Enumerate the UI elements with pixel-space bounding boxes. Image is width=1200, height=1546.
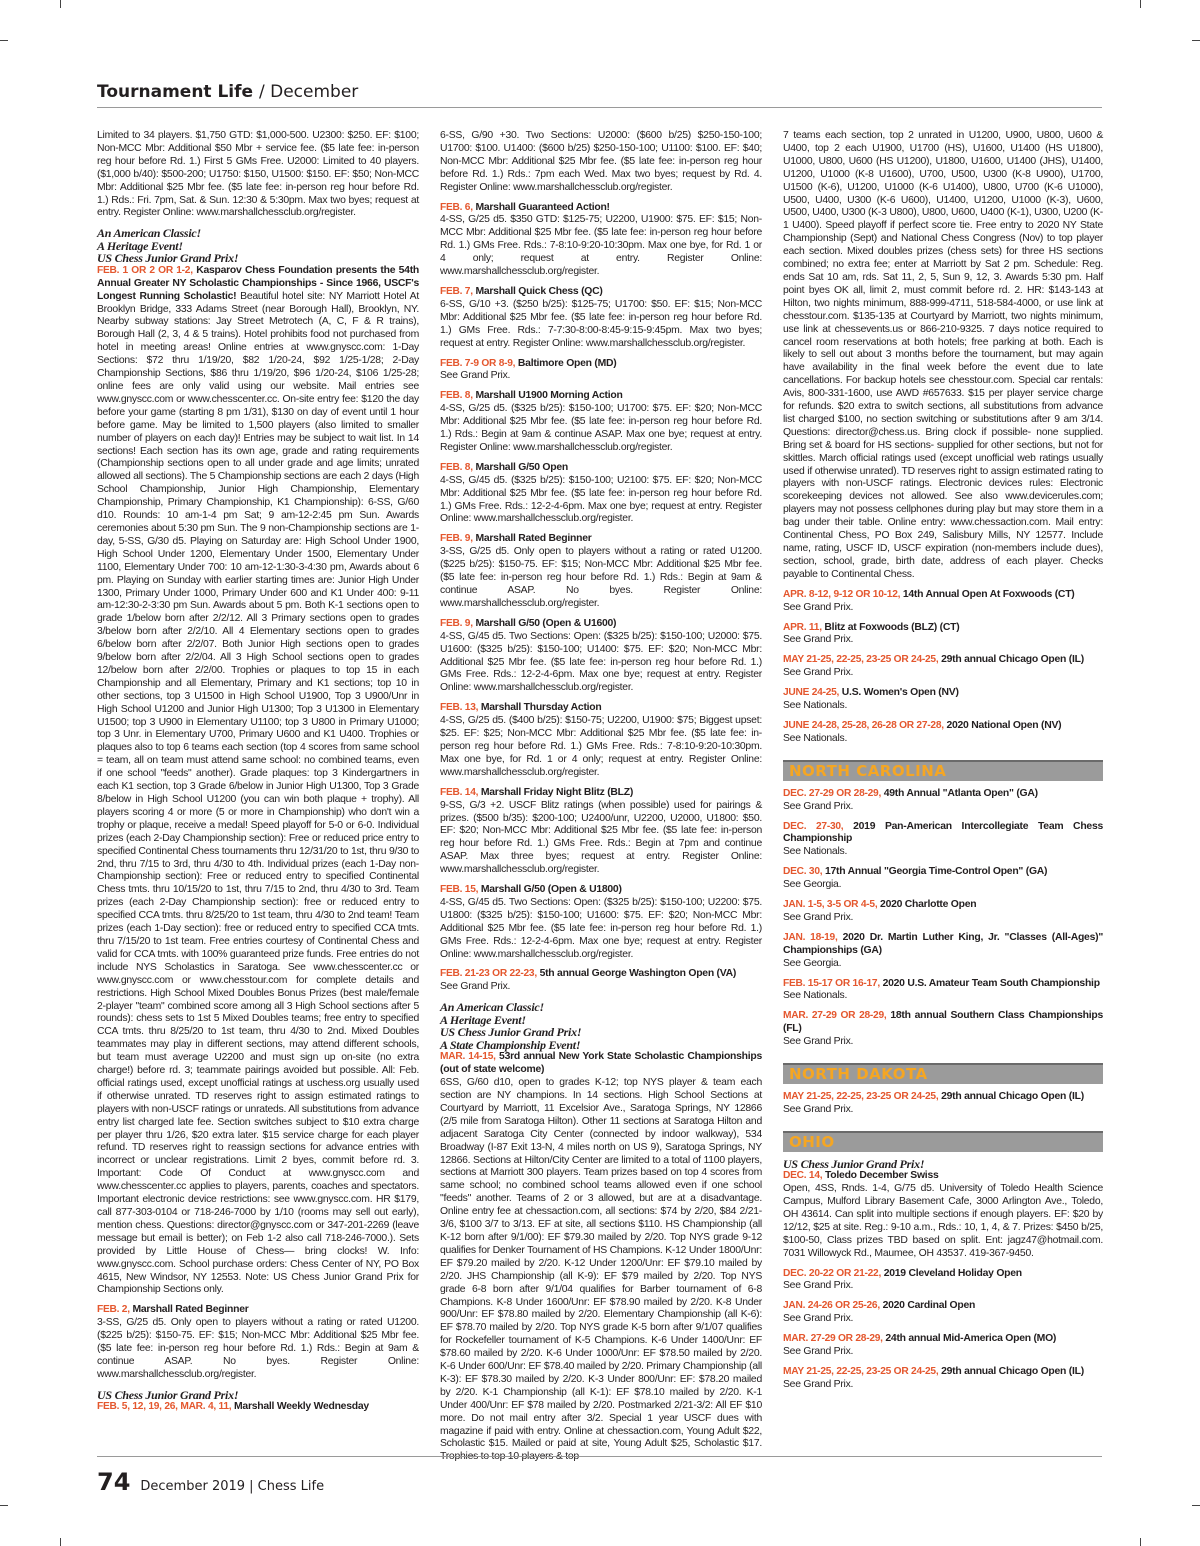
crop-mark: [1192, 1505, 1200, 1506]
tournament-entry: [783, 589, 1103, 615]
crop-mark: [60, 1538, 61, 1546]
tournament-entry: [97, 1401, 419, 1414]
entry-body: See Grand Prix.: [783, 1378, 854, 1390]
entry-date: MAR. 27-29 OR 28-29,: [783, 1333, 883, 1345]
entry-date: JAN. 18-19,: [783, 931, 838, 943]
entry-title: 2020 U.S. Amateur Team South Championship: [882, 977, 1100, 989]
event-designation: US Chess Junior Grand Prix!: [783, 1156, 925, 1171]
entry-title: 17th Annual "Georgia Time-Control Open" (GA): [824, 866, 1048, 878]
tournament-entry: [783, 821, 1103, 860]
column-2: [440, 130, 762, 1464]
entry-body: See Grand Prix.: [440, 370, 511, 382]
entry-body: Open, 4SS, Rnds. 1-4, G/75 d5. University of Toledo Health Science Campus, Mulford Library Basement Cafe, 3000 Arlington Ave., Toledo, OH 43614. Can split into multiple sections if enough players. EF: $20 by 12/12, $25 at site. Reg.: 9-10 a.m., Rds.: 10, 1, 4, & 7. Prizes: $450 b/25, $100-50, Class prizes TBD based on split. Ent: jagz47@hotmail.com. 7031 Willowyck Rd., Maumee, OH 43537. 419-367-9450.: [783, 1183, 1103, 1259]
tournament-entry: [440, 358, 762, 384]
tournament-entry: [440, 390, 762, 455]
entry-title: 29th annual Chicago Open (IL): [941, 1091, 1084, 1102]
crop-mark: [0, 1505, 8, 1506]
entry-body: Limited to 34 players. $1,750 GTD: $1,000-500. U2300: $250. EF: $100; Non-MCC Mbr: Additional $50 Mbr + service fee. ($5 late fee: in-person reg hour before Rd. 1.) First 5 GMs Free. U2000: Limited to 40 players. ($1,000 b/40): $500-200; U1750: $150, U1500: $150. EF: $50; Non-MCC Mbr: Additional $25 Mbr fee. ($5 late fee: in-person reg hour before Rd. 1.) Rds.: Fri. 7pm, Sat. & Sun. 12:30 & 5:30pm. Max two byes; request at entry. Register Online: www.marshallchessclub.org/register.: [97, 130, 419, 219]
tournament-entry: [783, 978, 1103, 1004]
entry-title: U.S. Women's Open (NV): [841, 687, 959, 699]
entry-title: 2019 Cleveland Holiday Open: [883, 1267, 1022, 1279]
entry-date: MAR. 27-29 OR 28-29,: [783, 1010, 887, 1022]
entry-body: 4-SS, G/25 d5. ($325 b/25): $150-100; U1700: $75. EF: $20; Non-MCC Mbr: Additional $25 Mbr fee. ($5 late fee: in-person reg hour before Rd. 1.) Rds.: Begin at 9am & continue ASAP. Max one bye; request at entry. Register Online: www.marshallchessclub.org/register.: [440, 403, 762, 453]
footer-issue: December 2019 | Chess Life: [140, 1479, 325, 1494]
entry-date: FEB. 7-9 OR 8-9,: [440, 357, 516, 369]
entry-date: DEC. 20-22 OR 21-22,: [783, 1267, 882, 1279]
entry-date: JUNE 24-28, 25-28, 26-28 OR 27-28,: [783, 719, 944, 731]
entry-body: See Nationals.: [783, 846, 848, 858]
entry-title: Kasparov Chess Foundation presents the 54th Annual Greater NY Scholastic Championships - Since 1966, USCF's Longest Running Scholastic!: [97, 264, 419, 302]
tournament-entry: [440, 787, 762, 877]
designation: An American Classic!: [97, 226, 201, 241]
designation: A Heritage Event!: [440, 1012, 526, 1027]
tournament-entry: [783, 1268, 1103, 1294]
tournament-entry: [783, 1366, 1103, 1392]
entry-date: FEB. 2,: [97, 1304, 130, 1316]
entry-body: 6-SS, G/10 +3. ($250 b/25): $125-75; U1700: $50. EF: $15; Non-MCC Mbr: Additional $25 Mbr fee. ($5 late fee: in-person reg hour before Rd. 1.) GMs Free. Rds.: 7-7:30-8:00-8:45-9:15-9:45pm. Max two byes; request at entry. Register Online: www.marshallchessclub.org/register.: [440, 298, 762, 349]
tournament-entry: [783, 932, 1103, 971]
entry-title: Marshall Rated Beginner: [475, 533, 592, 545]
entry-title: 49th Annual "Atlanta Open" (GA): [883, 787, 1038, 799]
entry-body: 6-SS, G/90 +30. Two Sections: U2000: ($600 b/25) $250-150-100; U1700: $100. U1400: ($600 b/25) $250-150-100; U1100: $100. EF: $40; Non-MCC Mbr: Additional $25 Mbr fee. ($5 late fee: in-person reg hour before Rd. 1.) Rds.: 7pm each Wed. Max two byes; request by Rd. 4. Register Online: www.marshallchessclub.org/register.: [440, 130, 762, 193]
tournament-entry: [783, 687, 1103, 713]
entry-title: Marshall G/50 (Open & U1800): [480, 884, 622, 896]
crop-mark: [1140, 0, 1141, 8]
entry-body: See Nationals.: [783, 700, 848, 712]
event-designation: US Chess Junior Grand Prix!: [97, 1387, 239, 1402]
entry-title: 2020 National Open (NV): [946, 719, 1062, 731]
entry-body: See Grand Prix.: [440, 981, 511, 993]
entry-body: See Grand Prix.: [783, 800, 854, 812]
column-3: [783, 130, 1103, 1392]
entry-date: FEB. 15,: [440, 884, 479, 896]
entry-date: APR. 8-12, 9-12 OR 10-12,: [783, 588, 901, 600]
entry-title: 24th annual Mid-America Open (MO): [885, 1333, 1057, 1345]
tournament-entry: [783, 622, 1103, 648]
entry-body: See Grand Prix.: [783, 667, 854, 679]
entry-date: FEB. 9,: [440, 617, 473, 629]
designation: An American Classic!: [440, 1000, 544, 1015]
entry-title: 53rd annual New York State Scholastic Championships (out of state welcome): [440, 1051, 763, 1076]
entry-date: FEB. 21-23 OR 22-23,: [440, 968, 537, 980]
entry-date: FEB. 7,: [440, 285, 473, 297]
designation: A Heritage Event!: [97, 238, 183, 253]
column-1: [97, 130, 419, 1414]
entry-date: JAN. 1-5, 3-5 OR 4-5,: [783, 899, 878, 911]
entry-date: JAN. 24-26 OR 25-26,: [783, 1300, 880, 1312]
entry-body: 9-SS, G/3 +2. USCF Blitz ratings (when possible) used for pairings & prizes. ($500 b/35): $200-100; U2400/unr, U2200, U2000, U1800: $50. EF: $20; Non-MCC Mbr: Additional $25 Mbr fee. ($5 late fee: in-person reg hour before Rd. 1.) GMs Free. Rds.: Begin at 7pm and continue ASAP. Max three byes; request at entry. Register Online: www.marshallchessclub.org/register.: [440, 799, 762, 876]
event-designations: [440, 1001, 762, 1051]
entry-date: FEB. 5, 12, 19, 26, MAR. 4, 11,: [97, 1401, 232, 1413]
tournament-entry: [783, 866, 1103, 892]
entry-body: See Grand Prix.: [783, 1036, 854, 1048]
entry-title: Marshall G/50 (Open & U1600): [475, 617, 617, 629]
entry-body: See Nationals.: [783, 990, 848, 1002]
entry-body: 3-SS, G/25 d5. Only open to players without a rating or rated U1200. ($225 b/25): $150-75. EF: $15; Non-MCC Mbr: Additional $25 Mbr fee. ($5 late fee: in-person reg hour before Rd. 1.) Rds.: Begin at 9am & continue ASAP. No byes. Register Online: www.marshallchessclub.org/register.: [97, 1317, 419, 1380]
state-heading-north-dakota: NORTH DAKOTA: [783, 1063, 1103, 1084]
entry-title: Toledo December Swiss: [824, 1170, 939, 1182]
entry-title: 2020 Cardinal Open: [882, 1300, 976, 1312]
entry-title: Marshall G/50 Open: [475, 461, 568, 473]
tournament-entry: [783, 1333, 1103, 1359]
entry-date: JUNE 24-25,: [783, 687, 840, 699]
entry-title: Marshall Friday Night Blitz (BLZ): [480, 786, 634, 798]
tournament-entry: [97, 1304, 419, 1381]
entry-date: MAY 21-25, 22-25, 23-25 OR 24-25,: [783, 654, 939, 666]
crop-mark: [1140, 1538, 1141, 1546]
entry-title: 14th Annual Open At Foxwoods (CT): [902, 588, 1075, 600]
entry-list: [783, 1091, 1103, 1117]
entry-list: [783, 1268, 1103, 1392]
crop-mark: [1192, 40, 1200, 41]
entry-body: 4-SS, G/45 d5. Two Sections: Open: ($325 b/25): $150-100; U2200: $75. U1800: ($325 b/25): $150-100; U1600: $75. EF: $20; Non-MCC Mbr: Additional $25 Mbr fee. ($5 late fee: in-person reg hour before Rd. 1.) GMs Free. Rds.: 12-2-4-6pm. Max one bye; request at entry. Register Online: www.marshallchessclub.org/register.: [440, 896, 762, 960]
tournament-entry: [97, 265, 419, 1298]
tournament-entry: [440, 202, 762, 279]
entry-title: 29th annual Chicago Open (IL): [941, 654, 1084, 666]
tournament-entry: [440, 462, 762, 527]
entry-title: 18th annual Southern Class Championships (FL): [783, 1010, 1104, 1035]
header-divider: [97, 107, 1102, 108]
tournament-entry: [783, 654, 1103, 680]
entry-body: See Nationals.: [783, 732, 848, 744]
entry-title: Marshall Weekly Wednesday: [234, 1401, 369, 1413]
state-heading-north-carolina: NORTH CAROLINA: [783, 760, 1103, 781]
page-footer: [97, 1468, 324, 1496]
tournament-entry: [783, 1170, 1103, 1260]
entry-list: [783, 589, 1103, 746]
entry-body: 4-SS, G/45 d5. Two Sections: Open: ($325 b/25): $150-100; U2000: $75. U1600: ($325 b/25): $150-100; U1400: $75. EF: $20; Non-MCC Mbr: Additional $25 Mbr fee. ($5 late fee: in-person reg hour before Rd. 1.) GMs Free. Rds.: 12-2-4-6pm. Max one bye; request at entry. Register Online: www.marshallchessclub.org/register.: [440, 630, 762, 694]
entry-title: Marshall U1900 Morning Action: [475, 390, 623, 402]
entry-title: 2019 Pan-American Intercollegiate Team Chess Championship: [783, 820, 1103, 845]
entry-body: Beautiful hotel site: NY Marriott Hotel At Brooklyn Bridge, 333 Adams Street (near Borough Hall), Brooklyn, NY. Nearby subway stations: Jay Street Metrotech (A, C, F & R trains), Borough Hall (2, 3, 4 & 5 trains). Hotel prohibits food not purchased from hotel in meeting areas! Online entries at www.gnyscc.com: 1-Day Sections: $72 thru 1/19/20, $82 1/20-24, $92 1/25-1/28; 2-Day Championship Sections, $86 thru 1/19/20, $96 1/20-24, $106 1/25-28; online fees are only valid using our website. Mail entries see www.gnyscc.com or www.chesscenter.cc. On-site entry fee: $120 the day before your game (starting 8 pm 1/31), $130 on day of event until 1 hour before game. May be limited to 1,500 players (also limited to smaller number of players on each day)! Entries may be subject to wait list. In 14 sections! Each section has its own age, grade and rating requirements (Championship sections open to all under grade and age limits; unrated allowed all sections). The 5 Championship sections are each 2 days (High School Championship, Junior High Championship, Elementary Championship, Primary Championship, K1 Championship): 6-SS, G/60 d10. Rounds: 10 am-1-4 pm Sat; 9 am-12-2:45 pm Sun. Awards ceremonies about 5:30 pm Sun. The 9 non-Championship sections are 1-day, 5-SS, G/30 d5. Playing on Saturday are: High School Under 1900, High School Under 1200, Elementary Under 1500, Elementary Under 1100, Elementary Under 700: 10 am-12-1:30-3-4:30 pm, Awards about 6 pm. Playing on Sunday with earlier starting times are: Junior High Under 1300, Primary Under 1000, Primary Under 600 and K1 Under 400: 9-11 am-12:30-2-3:30 pm Sun. Awards about 5 pm. Both K-1 sections open to grade 1/below born after 2/2/12. All 3 Primary sections open to grades 3/below born after 2/2/10. All 4 Elementary sections open to grades 6/below born after 2/2/07. Both Junior High sections open to grades 9/below born after 2/2/04. All 3 High School sections open to grades 12/below born after 2/2/00. Trophies or plaques to top 15 in each Championship and all Elementary, Primary and K1 sections; top 10 in other sections, top 3 U1500 in High School U1900, Top 3 U900/Unr in High School U1200 and Junior High U1300; Top 3 U1300 in Elementary U1500; top 3 U900 in Elementary U1100; top 3 U800 in Primary U1000; top 3 Unr. in Elementary U700, Primary U600 and K1 U400. Trophies or plaques also to top 6 teams each section (top 4 scores from same school = team, all on team must attend same school: no combined teams, even if one school "feeds" another). Grade plaques: top 3 Kindergartners in each K1 section, top 3 Grade 6/below in Junior High U1300, Top 3 Grade 8/below in High School U1200 (you can win both plaque + trophy). All players scoring 4 or more (5 or more in Championship) who don't win a trophy or plaque, receive a medal! Speed playoff for 5-0 or 6-0. Individual prizes (each 2-Day Championship section): Free or reduced price entry to specified Continental Chess tournaments thru 12/31/20 to 1st, thru 9/30 to 2nd, thru 7/15 to 3rd, thru 4/30 to 4th. Individual prizes (each 1-Day non-Championship section): Free or reduced entry to specified Continental Chess tmts. thru 10/15/20 to 1st, thru 7/15 to 2nd, thru 4/30 to 3rd. Team prizes (each 2-Day Championship section): free or reduced entry to specified CCA tmts. thru 8/25/20 to 1st team, thru 4/30 to 2nd team! Team prizes (each 1-Day section): free or reduced entry to specified CCA tmts. thru 7/15/20 to 1st team. Free entries courtesy of Continental Chess and valid for CCA tmts. with 100% guaranteed prize funds. Free entries do not include NYS Scholastics in Saratoga. See www.chesscenter.cc or www.gnyscc.com or www.chesstour.com for complete details and restrictions. High School Mixed Doubles Bonus Prizes (best male/female 2-player "team" combined score among all 3 High School sections after 5 rounds): chess sets to 1st 5 Mixed Doubles teams; free entry to specified CCA tmts. thru 8/25/20 to 1st team, thru 4/30 to 2nd. Mixed Doubles teammates may play in different sections, may attend different schools, but team must average U2200 and must sign up on-site (no extra charge!) before rd. 3; teammate pairings avoided but possible. All: Feb. official ratings used, except unofficial ratings at uschess.org usually used if otherwise unrated. TD reserves right to assign estimated ratings to players with non-USCF ratings or unrateds. All substitutions from advance entry list charged late fee. Section switches subject to $10 extra charge per player thru 1/26, $20 extra later. $15 service charge for each player refund. TD reserves right to reassign sections for advance entries with incorrect or unclear registrations. Limit 2 byes, commit before rd. 3. Important: Code Of Conduct at www.gnyscc.com and www.chesscenter.cc applies to players, parents, coaches and spectators. Important electronic device restrictions: see www.gnyscc.com. HR $179, call 877-303-0104 or 718-246-7000 by 1/10 (rooms may sell out early), mention chess. Questions: director@gnyscc.com or 347-201-2269 (leave message but email is better); on Feb 1-2 also call 718-246-7000.). Sets provided by Little House of Chess— bring clocks! W. Info: www.gnyscc.com. School purchase orders: Chess Center of NY, PO Box 4615, New Windsor, NY 12553. Note: US Chess Junior Grand Prix for Championship Sections only.: [97, 290, 419, 1296]
entry-list: [440, 202, 762, 995]
crop-mark: [0, 40, 8, 41]
entry-date: APR. 11,: [783, 621, 822, 633]
entry-body: 6SS, G/60 d10, open to grades K-12; top NYS player & team each section are NY champions. In 14 sections. High School Sections at Courtyard by Marriott, 11 Excelsior Ave., Saratoga Springs, NY 12866 (2/5 mile from Saratoga Hilton). Other 11 sections at Saratoga Hilton and adjacent Saratoga City Center (connected by indoor walkway), 534 Broadway (I-87 Exit 13-N, 4 miles north on US 9), Saratoga Springs, NY 12866. Sections at Hilton/City Center are limited to a total of 1100 players, sections at Marriott 300 players. Team prizes based on top 4 scores from same school; no combined school teams allowed even if one school "feeds" another. Teams of 2 or 3 allowed, but are at a disadvantage. Online entry fee at chessaction.com, all sections: $74 by 2/20, $84 2/21-3/6, $100 3/7 to 3/13. EF at site, all sections $110. HS Championship (all K-12 born after 9/1/00): EF $79.30 mailed by 2/20. Top NYS grade 9-12 qualifies for Denker Tournament of HS Champions. K-12 Under 1800/Unr: EF $79.20 mailed by 2/20. K-12 Under 1200/Unr: EF $79.10 mailed by 2/20. JHS Championship (all K-9): EF $79 mailed by 2/20. Top NYS grade 6-8 born after 9/1/04 qualifies for Barber tournament of 6-8 Champions. K-8 Under 1600/Unr: EF $78.90 mailed by 2/20. K-8 Under 900/Unr: EF $78.80 mailed by 2/20. Elementary Championship (all K-6): EF $78.70 mailed by 2/20. Top NYS grade K-5 born after 9/1/07 qualifies for Rockefeller tournament of K-5 Champions. K-6 Under 1400/Unr: EF $78.60 mailed by 2/20. K-6 Under 1000/Unr: EF $78.50 mailed by 2/20. K-6 Under 600/Unr: EF $78.40 mailed by 2/20. Primary Championship (all K-3): EF $78.30 mailed by 2/20. K-3 Under 800/Unr: EF: $78.20 mailed by 2/20. K-1 Championship (all K-1): EF $78.10 mailed by 2/20. K-1 Under 400/Unr: EF $78 mailed by 2/20. Postmarked 2/21-3/2: All EF $10 more. Do not mail entry after 3/2. Special 1 year USCF dues with magazine if paid with entry. Online at chessaction.com, Young Adult $22, Scholastic $15. Mailed or paid at site, Young Adult $25, Scholastic $17.: [440, 1077, 762, 1450]
entry-body: See Grand Prix.: [783, 1346, 854, 1358]
entry-date: FEB. 8,: [440, 461, 473, 473]
designation: US Chess Junior Grand Prix!: [440, 1025, 582, 1040]
entry-body: 3-SS, G/25 d5. Only open to players without a rating or rated U1200. ($225 b/25): $150-75. EF: $15; Non-MCC Mbr: Additional $25 Mbr fee. ($5 late fee: in-person reg hour before Rd. 1.) Rds.: Begin at 9am & continue ASAP. No byes. Register Online: www.marshallchessclub.org/register.: [440, 546, 762, 609]
entry-body: 4-SS, G/25 d5. ($400 b/25): $150-75; U2200, U1900: $75; Biggest upset: $25. EF: $25; Non-MCC Mbr: Additional $25 Mbr fee. ($5 late fee: in-person reg hour before Rd. 1.) GMs Free. Rds.: 7-8:10-9:20-10:30pm. Max one bye, for Rd. 1 or 4 only; request at entry. Register Online: www.marshallchessclub.org/register.: [440, 715, 762, 778]
entry-body: See Grand Prix.: [783, 1280, 854, 1292]
crop-mark: [60, 0, 61, 8]
footer-divider: [97, 1456, 1102, 1457]
entry-title: Marshall Quick Chess (QC): [475, 285, 603, 297]
entry-body: See Grand Prix.: [783, 1313, 854, 1325]
tournament-entry: [440, 968, 762, 994]
tournament-entry: [440, 286, 762, 351]
entry-date: FEB. 6,: [440, 201, 473, 213]
entry-date: DEC. 14,: [783, 1170, 823, 1182]
entry-title: 29th annual Chicago Open (IL): [941, 1366, 1084, 1377]
entry-body: See Grand Prix.: [783, 601, 854, 613]
event-designations: [97, 227, 419, 265]
entry-body: 7 teams each section, top 2 unrated in U1200, U900, U800, U600 & U400, top 2 each U1900, U1700 (HS), U1600, U1400 (HS U1800), U1000, U800, U600 (HS U1200), U1800, U1600, U1400 (JHS), U1400, U1200, U1000 (K-8 U1600), U700, U500, U300 (K-8 U900), U1700, U1500 (K-6), U1200, U1000 (K-6 U1400), U800, U700 (K-6 U1000), U500, U400, U300 (K-6 U600), U1400, U1200, U1000 (K-3), U600, U500, U400, U300 (K-3 U800), U800, U600, U400 (K-1), U300, U200 (K-1 U400). Speed playoff if perfect score tie. Free entry to 2020 NY State Championship (Sept) and National Chess Congress (Nov) to top player each section. Mixed doubles prizes (chess sets) for three HS sections combined; no extra fee; enter at Marriott by Sat 2 pm. Schedule: Reg. ends Sat 10 am, rds. Sat 11, 2, 5, Sun 9, 12, 3. Awards 5:30 pm. Half point byes OK all, limit 2, must commit before rd. 2. HR: $143-143 at Hilton, two nights minimum, 888-999-4711, 518-584-4000, or use link at chesstour.com. $135-135 at Courtyard by Marriott, two nights minimum, use link at chessevents.us or 866-210-9325. 7 days notice required to cancel room reservations at both hotels; free parking at both. Each is likely to sell out about 3 months before the tournament, but may again have availability in the final week before the event due to late cancellations. For backup hotels see chesstour.com. Special car rentals: Avis, 800-331-1600, use AWD #657633. $15 per player service charge for refunds. $20 extra to switch sections, all substitutions from advance list charged $100, no section switching or substitutions after 9 am 3/14. Questions: director@chess.us. Bring clock if possible- none supplied. Bring set & board for HS sections- supplied for other sections, but not for skittles. March official ratings used (except unofficial web ratings usually used if otherwise unrated). TD reserves right to assign estimated rating to players with non-USCF ratings. Electronic devices rules: Electronic scorekeeping devices not allowed. See also www.devicerules.com; players may not possess cellphones during play but may store them in a bag under their table. Online entry: www.chessaction.com. Mail entry: Continental Chess, PO Box 249, Salisbury Mills, NY 12577. Include name, rating, USCF ID, USCF expiration (non-members include dues), section, school, grade, birth date, address of each player. Checks payable to Continental Chess.: [783, 130, 1103, 580]
tournament-entry: [783, 899, 1103, 925]
tournament-entry: [783, 1010, 1103, 1049]
section-title: Tournament Life: [97, 82, 254, 102]
tournament-entry: [783, 1300, 1103, 1326]
entry-body: See Grand Prix.: [783, 634, 854, 646]
entry-date: FEB. 14,: [440, 786, 479, 798]
entry-title: Marshall Thursday Action: [480, 702, 602, 714]
entry-body: 4-SS, G/25 d5. $350 GTD: $125-75; U2200, U1900: $75. EF: $15; Non-MCC Mbr: Additional $25 Mbr fee. ($5 late fee: in-person reg hour before Rd. 1.) GMs Free. Rds.: 7-8:10-9:20-10:30pm. Max one bye, for Rd. 1 or 4 only; request at entry. Register Online: www.marshallchessclub.org/register.: [440, 214, 762, 278]
entry-date: FEB. 9,: [440, 533, 473, 545]
entry-date: DEC. 27-29 OR 28-29,: [783, 787, 882, 799]
entry-title: 5th annual George Washington Open (VA): [539, 968, 737, 980]
entry-date: MAY 21-25, 22-25, 23-25 OR 24-25,: [783, 1366, 939, 1377]
designation: A State Championship Event!: [440, 1037, 581, 1052]
entry-title: Marshall Guaranteed Action!: [475, 201, 610, 213]
entry-date: FEB. 8,: [440, 390, 473, 402]
tournament-entry: [440, 1051, 762, 1464]
entry-date: MAY 21-25, 22-25, 23-25 OR 24-25,: [783, 1091, 939, 1102]
tournament-entry: [440, 702, 762, 779]
entry-date: FEB. 1 OR 2 OR 1-2,: [97, 264, 193, 276]
page-number: 74: [97, 1468, 131, 1496]
tournament-entry: [440, 533, 762, 610]
section-subtitle: / December: [258, 82, 359, 102]
entry-title: Blitz at Foxwoods (BLZ) (CT): [824, 621, 960, 633]
entry-title: Baltimore Open (MD): [517, 357, 617, 369]
entry-date: DEC. 30,: [783, 866, 823, 878]
page-header: [97, 82, 1102, 102]
tournament-entry: [783, 788, 1103, 814]
entry-date: FEB. 13,: [440, 702, 479, 714]
entry-body: See Grand Prix.: [783, 1103, 854, 1115]
tournament-entry: [783, 720, 1103, 746]
entry-title: 2020 Dr. Martin Luther King, Jr. "Classes (All-Ages)" Championships (GA): [783, 931, 1103, 956]
entry-body: 4-SS, G/45 d5. ($325 b/25): $150-100; U2100: $75. EF: $20; Non-MCC Mbr: Additional $25 Mbr fee. ($5 late fee: in-person reg hour before Rd. 1.) GMs Free. Rds.: 12-2-4-6pm. Max one bye; request at entry. Register Online: www.marshallchessclub.org/register.: [440, 474, 762, 525]
entry-title: 2020 Charlotte Open: [880, 899, 977, 911]
entry-body: See Georgia.: [783, 879, 842, 891]
entry-body: See Georgia.: [783, 957, 842, 969]
entry-title: Marshall Rated Beginner: [132, 1304, 249, 1316]
tournament-entry: [440, 618, 762, 695]
entry-body: See Grand Prix.: [783, 911, 854, 923]
tournament-entry: [440, 884, 762, 961]
entry-date: FEB. 15-17 OR 16-17,: [783, 977, 880, 989]
entry-list: [783, 788, 1103, 1049]
entry-date: DEC. 27-30,: [783, 820, 844, 832]
state-heading-ohio: OHIO: [783, 1131, 1103, 1152]
entry-date: MAR. 14-15,: [440, 1051, 496, 1063]
tournament-entry: [783, 1091, 1103, 1117]
designation: US Chess Junior Grand Prix!: [97, 251, 239, 266]
page-title: [97, 82, 1102, 102]
